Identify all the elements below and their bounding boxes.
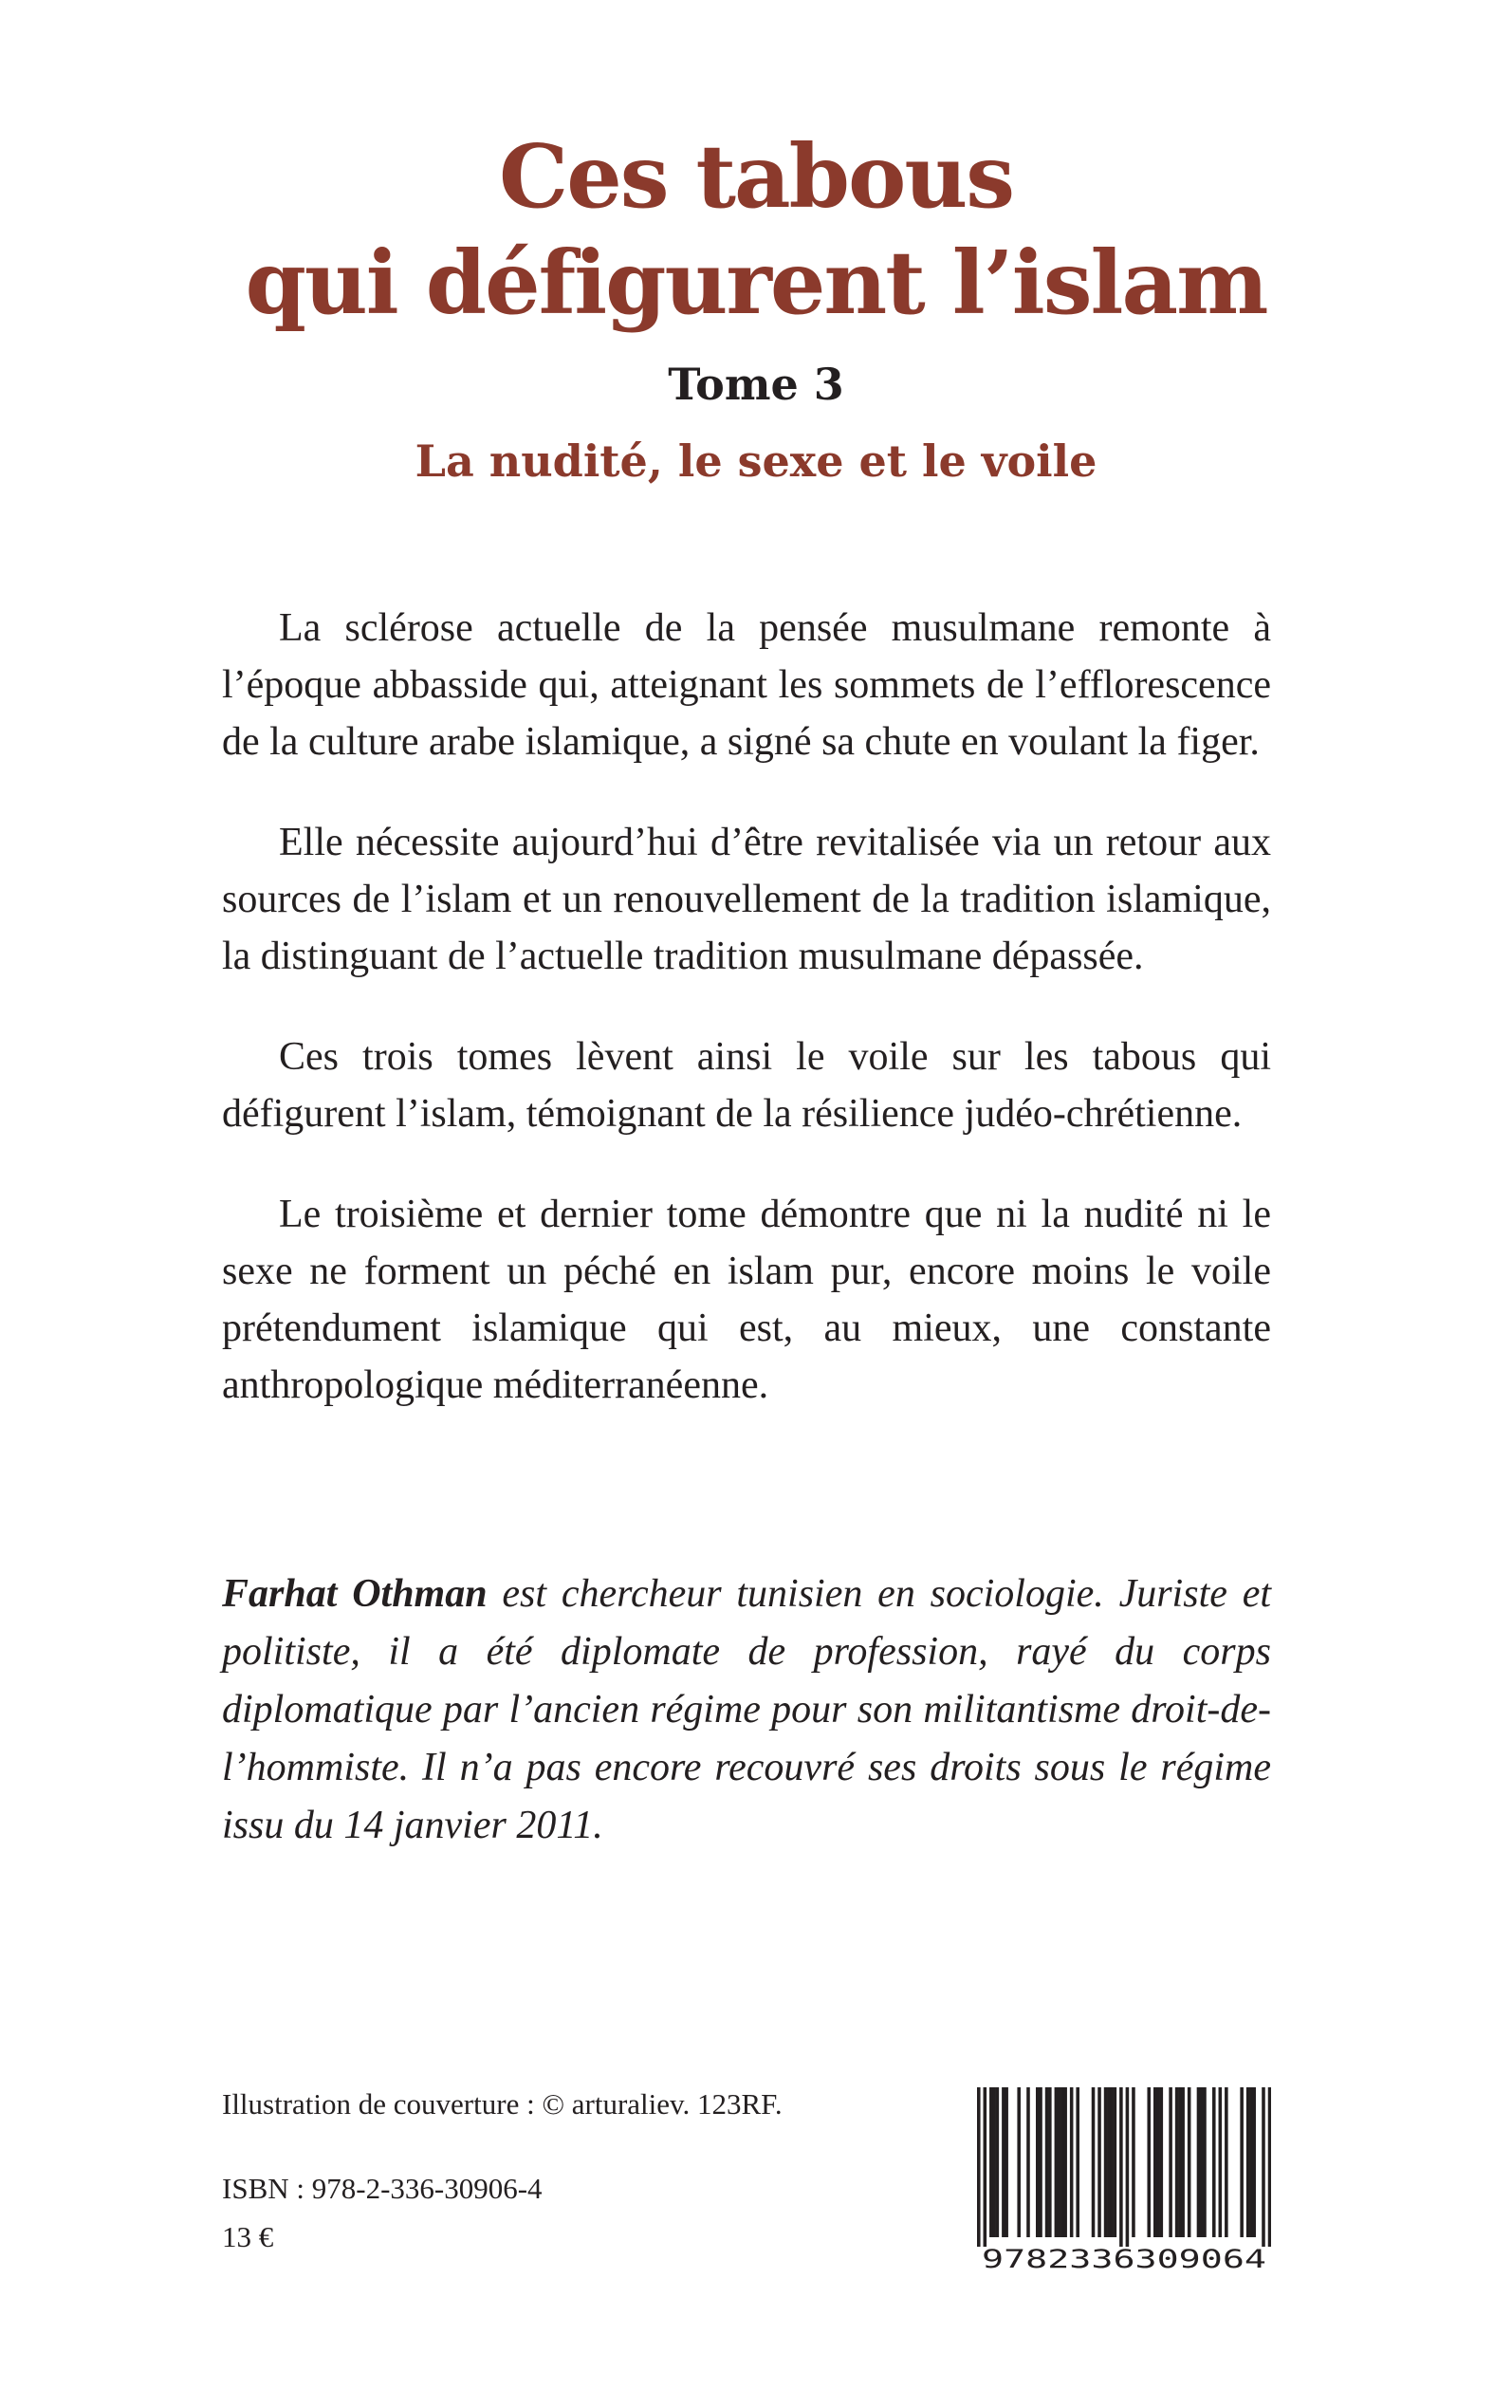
barcode-bar bbox=[1055, 2087, 1059, 2237]
barcode-bar bbox=[1147, 2087, 1151, 2237]
barcode-bar bbox=[1249, 2087, 1253, 2237]
barcode-bar bbox=[1268, 2087, 1271, 2247]
book-title-line-1: Ces tabous bbox=[498, 125, 1014, 228]
barcode-bar bbox=[1160, 2087, 1164, 2237]
barcode-bar bbox=[1114, 2087, 1117, 2237]
author-name: Farhat Othman bbox=[222, 1572, 488, 1616]
barcode-bar bbox=[1039, 2087, 1042, 2237]
barcode-bar bbox=[1181, 2087, 1185, 2237]
title-block bbox=[0, 123, 1512, 490]
price: 13 € bbox=[222, 2220, 274, 2253]
barcode-bar bbox=[1219, 2087, 1223, 2237]
barcode-bar bbox=[1119, 2087, 1123, 2247]
barcode-bar bbox=[1262, 2087, 1265, 2247]
barcode-bar bbox=[1126, 2087, 1130, 2247]
summary-paragraph-1: La sclérose actuelle de la pensée musulmane remonte à l’époque abbasside qui, atteignant les sommets de l’efflorescence de la culture arabe islamique, a signé sa chute en voulant la figer. bbox=[222, 606, 1271, 764]
barcode-bar bbox=[989, 2087, 993, 2237]
barcode-bar bbox=[1026, 2087, 1030, 2237]
barcode-digits: 9782336309064 bbox=[982, 2245, 1266, 2274]
barcode-bar bbox=[1063, 2087, 1067, 2237]
barcode-bar bbox=[1110, 2087, 1114, 2237]
barcode-bar bbox=[1107, 2087, 1111, 2237]
barcode-bar bbox=[1045, 2087, 1049, 2237]
barcode-bar bbox=[1058, 2087, 1061, 2237]
barcode-bar bbox=[1132, 2087, 1135, 2237]
barcode-bar bbox=[984, 2087, 987, 2247]
isbn: ISBN : 978-2-336-30906-4 bbox=[222, 2172, 543, 2205]
barcode bbox=[977, 2087, 1271, 2277]
volume-label: Tome 3 bbox=[668, 359, 844, 410]
barcode-bar bbox=[1097, 2087, 1101, 2237]
book-title-line-2: qui défigurent l’islam bbox=[245, 232, 1267, 334]
barcode-bar bbox=[996, 2087, 1000, 2237]
barcode-bar bbox=[1203, 2087, 1207, 2237]
barcode-bar bbox=[1156, 2087, 1160, 2237]
barcode-bar bbox=[1092, 2087, 1096, 2237]
book-subtitle: La nudité, le sexe et le voile bbox=[415, 435, 1097, 487]
barcode-bar bbox=[1048, 2087, 1052, 2237]
barcode-bar bbox=[1060, 2087, 1064, 2237]
summary-paragraph-3: Ces trois tomes lèvent ainsi le voile sur les tabous qui défigurent l’islam, témoignant de la résilience judéo-chrétienne. bbox=[222, 1035, 1271, 1136]
barcode-bar bbox=[1017, 2087, 1021, 2237]
summary-paragraph-2: Elle nécessite aujourd’hui d’être revitalisée via un retour aux sources de l’islam et un renouvellement de la tradition islamique, la distinguant de l’actuelle tradition musulmane dépassée. bbox=[222, 821, 1271, 978]
barcode-bar bbox=[1104, 2087, 1108, 2237]
illustration-credit: Illustration de couverture : © arturaliev. 123RF. bbox=[222, 2087, 783, 2121]
back-cover-summary bbox=[222, 600, 1271, 1457]
barcode-bar bbox=[1246, 2087, 1250, 2237]
barcode-bar bbox=[1252, 2087, 1256, 2237]
barcode-bar bbox=[1036, 2087, 1040, 2237]
author-bio-text: est chercheur tunisien en sociologie. Juriste et politiste, il a été diplomate de profession, rayé du corps diplomatique par l’ancien régime pour son militantisme droit-de-l’hommiste. Il n’a pas encore recouvré ses droits sous le régime issu du 14 janvier 2011. bbox=[222, 1572, 1272, 1847]
barcode-bar bbox=[1178, 2087, 1182, 2237]
barcode-bar bbox=[1240, 2087, 1244, 2237]
barcode-bar bbox=[1005, 2087, 1008, 2237]
barcode-bar bbox=[1175, 2087, 1179, 2237]
barcode-bar bbox=[1153, 2087, 1157, 2237]
barcode-bar bbox=[1200, 2087, 1204, 2237]
author-bio bbox=[222, 1565, 1271, 1855]
barcode-bar bbox=[992, 2087, 996, 2237]
barcode-bar bbox=[1188, 2087, 1191, 2237]
barcode-bar bbox=[1002, 2087, 1005, 2237]
summary-paragraph-4: Le troisième et dernier tome démontre que ni la nudité ni le sexe ne forment un péché en islam pur, encore moins le voile prétendument islamique qui est, au mieux, une constante anthropologique méditerranéenne. bbox=[222, 1193, 1271, 1407]
barcode-bar bbox=[1169, 2087, 1172, 2237]
barcode-bar bbox=[1076, 2087, 1079, 2237]
barcode-bar bbox=[1225, 2087, 1228, 2237]
barcode-bar bbox=[1197, 2087, 1201, 2237]
barcode-bar bbox=[977, 2087, 981, 2247]
barcode-bar bbox=[1212, 2087, 1216, 2237]
barcode-bar bbox=[1070, 2087, 1074, 2237]
